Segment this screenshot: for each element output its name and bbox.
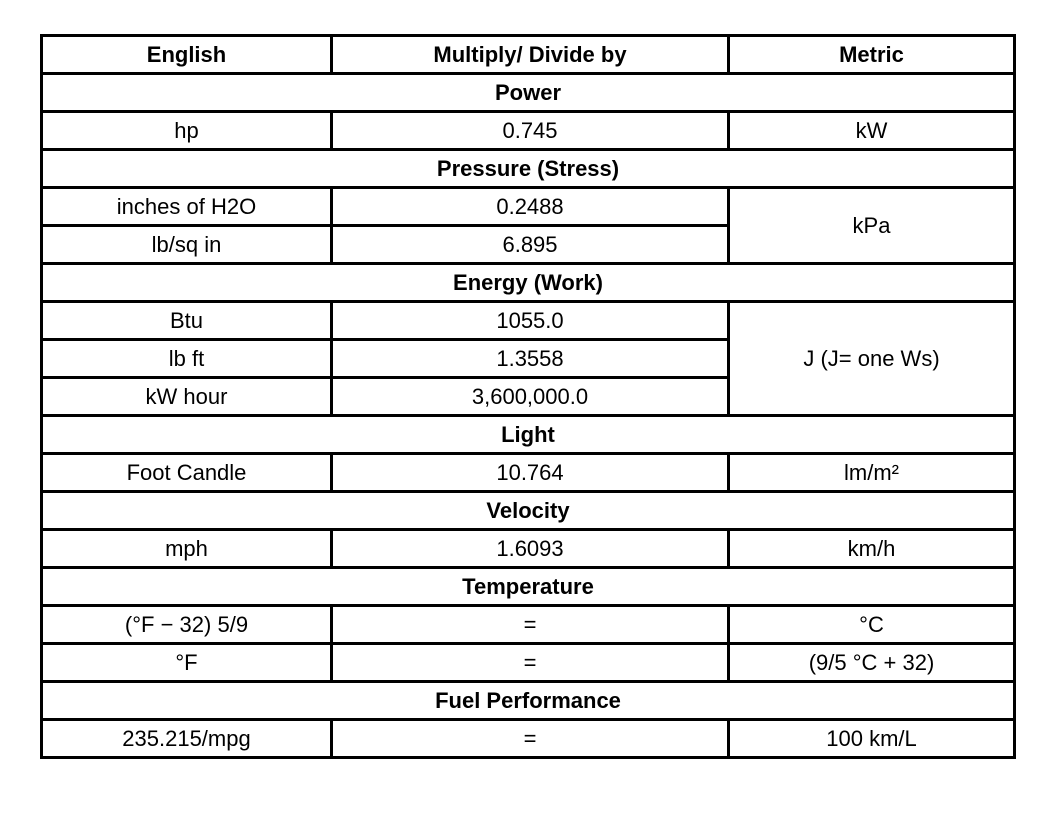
english-cell: °F — [42, 644, 332, 682]
english-cell: 235.215/mpg — [42, 720, 332, 758]
factor-cell: 1.3558 — [332, 340, 729, 378]
section-temperature: Temperature — [42, 568, 1015, 606]
factor-cell: 6.895 — [332, 226, 729, 264]
factor-cell: 1.6093 — [332, 530, 729, 568]
section-energy: Energy (Work) — [42, 264, 1015, 302]
section-row — [42, 264, 1015, 302]
section-row — [42, 74, 1015, 112]
metric-cell: km/h — [729, 530, 1015, 568]
metric-cell: J (J= one Ws) — [729, 302, 1015, 416]
english-cell: kW hour — [42, 378, 332, 416]
english-cell: mph — [42, 530, 332, 568]
section-row — [42, 682, 1015, 720]
section-row — [42, 492, 1015, 530]
section-power: Power — [42, 74, 1015, 112]
english-cell: lb/sq in — [42, 226, 332, 264]
section-light: Light — [42, 416, 1015, 454]
header-factor: Multiply/ Divide by — [332, 36, 729, 74]
section-row — [42, 416, 1015, 454]
table-row — [42, 606, 1015, 644]
table-row — [42, 530, 1015, 568]
metric-cell: °C — [729, 606, 1015, 644]
factor-cell: = — [332, 606, 729, 644]
table-row — [42, 112, 1015, 150]
english-cell: inches of H2O — [42, 188, 332, 226]
metric-cell: (9/5 °C + 32) — [729, 644, 1015, 682]
section-row — [42, 150, 1015, 188]
english-cell: Btu — [42, 302, 332, 340]
factor-cell: 1055.0 — [332, 302, 729, 340]
header-row — [42, 36, 1015, 74]
metric-cell: lm/m² — [729, 454, 1015, 492]
section-fuel: Fuel Performance — [42, 682, 1015, 720]
english-cell: Foot Candle — [42, 454, 332, 492]
section-velocity: Velocity — [42, 492, 1015, 530]
factor-cell: = — [332, 644, 729, 682]
conversion-table — [40, 34, 1016, 759]
table-row — [42, 188, 1015, 226]
factor-cell: 10.764 — [332, 454, 729, 492]
metric-cell: kW — [729, 112, 1015, 150]
header-english: English — [42, 36, 332, 74]
metric-cell: 100 km/L — [729, 720, 1015, 758]
table-row — [42, 302, 1015, 340]
table-row — [42, 644, 1015, 682]
table-row — [42, 720, 1015, 758]
factor-cell: 0.745 — [332, 112, 729, 150]
header-metric: Metric — [729, 36, 1015, 74]
factor-cell: 3,600,000.0 — [332, 378, 729, 416]
english-cell: hp — [42, 112, 332, 150]
factor-cell: = — [332, 720, 729, 758]
section-row — [42, 568, 1015, 606]
section-pressure: Pressure (Stress) — [42, 150, 1015, 188]
english-cell: (°F − 32) 5/9 — [42, 606, 332, 644]
factor-cell: 0.2488 — [332, 188, 729, 226]
english-cell: lb ft — [42, 340, 332, 378]
metric-cell: kPa — [729, 188, 1015, 264]
table-row — [42, 454, 1015, 492]
